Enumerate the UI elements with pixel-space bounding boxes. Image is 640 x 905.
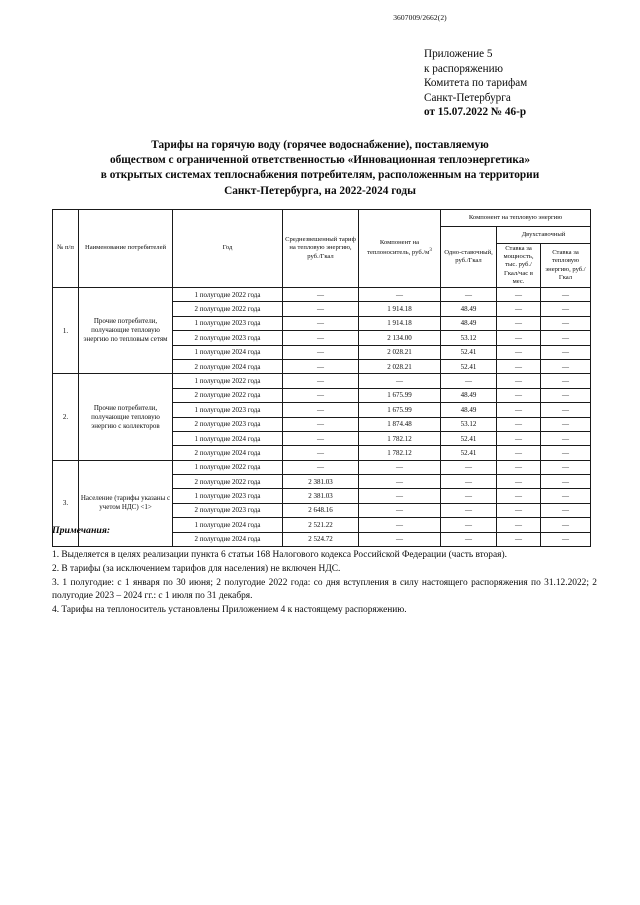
tariffs-table	[52, 209, 591, 547]
cell-group-number: 2.	[53, 374, 79, 460]
th-power-rate: Ставка за мощность, тыс. руб./Гкал/час в мес.	[497, 244, 541, 288]
cell-group-number: 1.	[53, 288, 79, 374]
th-year: Год	[173, 210, 283, 288]
cell-year: 2 полугодие 2023 года	[173, 503, 283, 517]
cell-coolant: —	[359, 288, 441, 302]
cell-power-rate: —	[497, 316, 541, 330]
th-coolant-component-text: Компонент на теплоноситель, руб./м	[367, 239, 430, 257]
cell-year: 1 полугодие 2023 года	[173, 489, 283, 503]
cell-single-rate: 52.41	[441, 345, 497, 359]
cell-single-rate: —	[441, 460, 497, 474]
cell-heat-rate: —	[541, 475, 591, 489]
approval-line-4: Санкт-Петербурга	[424, 91, 511, 104]
cell-group-number: 3.	[53, 460, 79, 546]
cell-heat-rate: —	[541, 403, 591, 417]
title-line-1: Тарифы на горячую воду (горячее водоснабжение), поставляемую	[151, 139, 489, 151]
cell-avg-tariff: 2 521.22	[283, 518, 359, 532]
cell-coolant: 1 914.18	[359, 316, 441, 330]
cell-heat-rate: —	[541, 302, 591, 316]
cell-single-rate: —	[441, 475, 497, 489]
note-item-4: 4. Тарифы на теплоноситель установлены Приложением 4 к настоящему распоряжению.	[52, 604, 407, 615]
cell-avg-tariff: —	[283, 288, 359, 302]
th-single-rate: Одно-ставочный, руб./Гкал	[441, 227, 497, 288]
cell-year: 1 полугодие 2022 года	[173, 288, 283, 302]
document-code: 3607009/2662(2)	[393, 13, 447, 22]
cell-single-rate: 48.49	[441, 302, 497, 316]
cell-single-rate: 53.12	[441, 417, 497, 431]
th-coolant-component-superscript: 3	[429, 248, 432, 254]
cell-year: 2 полугодие 2022 года	[173, 475, 283, 489]
cell-year: 1 полугодие 2024 года	[173, 431, 283, 445]
cell-year: 1 полугодие 2023 года	[173, 403, 283, 417]
cell-year: 1 полугодие 2022 года	[173, 374, 283, 388]
th-consumer-name: Наименование потребителей	[79, 210, 173, 288]
cell-year: 2 полугодие 2023 года	[173, 331, 283, 345]
cell-power-rate: —	[497, 388, 541, 402]
cell-single-rate: —	[441, 489, 497, 503]
cell-coolant: 2 134.00	[359, 331, 441, 345]
cell-power-rate: —	[497, 374, 541, 388]
cell-power-rate: —	[497, 345, 541, 359]
cell-coolant: 1 782.12	[359, 446, 441, 460]
cell-year: 2 полугодие 2024 года	[173, 359, 283, 373]
cell-year: 2 полугодие 2022 года	[173, 388, 283, 402]
cell-coolant: —	[359, 374, 441, 388]
cell-power-rate: —	[497, 359, 541, 373]
approval-line-5: от 15.07.2022 № 46-р	[424, 106, 527, 119]
cell-avg-tariff: —	[283, 446, 359, 460]
cell-heat-rate: —	[541, 359, 591, 373]
approval-line-3: Комитета по тарифам	[424, 77, 528, 90]
cell-avg-tariff: —	[283, 345, 359, 359]
cell-avg-tariff: —	[283, 302, 359, 316]
note-item-2: 2. В тарифы (за исключением тарифов для населения) не включен НДС.	[52, 563, 341, 574]
cell-year: 1 полугодие 2024 года	[173, 345, 283, 359]
cell-power-rate: —	[497, 489, 541, 503]
cell-single-rate: 53.12	[441, 331, 497, 345]
cell-consumer-name: Прочие потребители, получающие тепловую энергию по тепловым сетям	[79, 288, 173, 374]
cell-single-rate: 52.41	[441, 446, 497, 460]
cell-year: 1 полугодие 2023 года	[173, 316, 283, 330]
cell-coolant: 1 914.18	[359, 302, 441, 316]
note-item-3: 3. 1 полугодие: с 1 января по 30 июня; 2 полугодие 2022 года: со дня вступления в силу настоящего распоряжения по 31.12.2022; 2 полугодие 2023 – 2024 гг.: с 1 июля по 31 декабря.	[52, 577, 597, 601]
cell-power-rate: —	[497, 503, 541, 517]
cell-single-rate: —	[441, 518, 497, 532]
cell-coolant: 1 675.99	[359, 388, 441, 402]
cell-heat-rate: —	[541, 374, 591, 388]
cell-heat-rate: —	[541, 288, 591, 302]
cell-avg-tariff: 2 381.03	[283, 475, 359, 489]
cell-consumer-name: Население (тарифы указаны с учетом НДС) <1>	[79, 460, 173, 546]
tariffs-table-wrapper	[52, 209, 590, 547]
cell-coolant: 2 028.21	[359, 345, 441, 359]
table-row	[53, 460, 591, 474]
cell-single-rate: —	[441, 503, 497, 517]
cell-avg-tariff: —	[283, 374, 359, 388]
cell-avg-tariff: —	[283, 316, 359, 330]
title-line-4: Санкт-Петербурга, на 2022-2024 годы	[224, 184, 416, 197]
cell-single-rate: —	[441, 532, 497, 546]
cell-coolant: 1 675.99	[359, 403, 441, 417]
cell-avg-tariff: —	[283, 331, 359, 345]
approval-line-2: к распоряжению	[424, 62, 503, 75]
cell-coolant: 2 028.21	[359, 359, 441, 373]
cell-power-rate: —	[497, 532, 541, 546]
notes-section	[52, 524, 597, 617]
cell-heat-rate: —	[541, 503, 591, 517]
cell-coolant: —	[359, 518, 441, 532]
cell-year: 2 полугодие 2022 года	[173, 302, 283, 316]
cell-coolant: 1 782.12	[359, 431, 441, 445]
title-line-2: обществом с ограниченной ответственностью «Инновационная теплоэнергетика»	[109, 154, 531, 167]
cell-coolant: —	[359, 532, 441, 546]
cell-power-rate: —	[497, 403, 541, 417]
cell-avg-tariff: 2 648.16	[283, 503, 359, 517]
cell-coolant: —	[359, 460, 441, 474]
cell-avg-tariff: —	[283, 460, 359, 474]
cell-heat-rate: —	[541, 316, 591, 330]
cell-single-rate: 48.49	[441, 388, 497, 402]
cell-single-rate: —	[441, 288, 497, 302]
cell-heat-rate: —	[541, 431, 591, 445]
cell-consumer-name: Прочие потребители, получающие тепловую энергию с коллекторов	[79, 374, 173, 460]
cell-power-rate: —	[497, 518, 541, 532]
cell-coolant: —	[359, 475, 441, 489]
note-item-1: 1. Выделяется в целях реализации пункта 6 статьи 168 Налогового кодекса Российской Федерации (часть вторая).	[52, 550, 507, 561]
cell-avg-tariff: 2 381.03	[283, 489, 359, 503]
cell-single-rate: 52.41	[441, 359, 497, 373]
th-heat-energy-component: Компонент на тепловую энергию	[441, 210, 591, 227]
approval-block	[424, 47, 527, 120]
cell-heat-rate: —	[541, 460, 591, 474]
notes-title: Примечания:	[52, 525, 111, 536]
cell-coolant: —	[359, 489, 441, 503]
approval-line-1: Приложение 5	[424, 48, 493, 60]
th-heat-rate: Ставка за тепловую энергию, руб./Гкал	[541, 244, 591, 288]
cell-year: 1 полугодие 2022 года	[173, 460, 283, 474]
cell-single-rate: —	[441, 374, 497, 388]
cell-year: 2 полугодие 2023 года	[173, 417, 283, 431]
cell-coolant: 1 874.48	[359, 417, 441, 431]
table-row	[53, 374, 591, 388]
table-body	[53, 288, 591, 547]
cell-year: 2 полугодие 2024 года	[173, 532, 283, 546]
cell-heat-rate: —	[541, 345, 591, 359]
th-coolant-component	[359, 210, 441, 288]
cell-single-rate: 52.41	[441, 431, 497, 445]
cell-power-rate: —	[497, 331, 541, 345]
cell-power-rate: —	[497, 446, 541, 460]
table-head	[53, 210, 591, 288]
cell-coolant: —	[359, 503, 441, 517]
cell-heat-rate: —	[541, 532, 591, 546]
cell-power-rate: —	[497, 431, 541, 445]
cell-year: 1 полугодие 2024 года	[173, 518, 283, 532]
cell-power-rate: —	[497, 302, 541, 316]
cell-heat-rate: —	[541, 518, 591, 532]
th-two-rate: Двухставочный	[497, 227, 591, 244]
cell-heat-rate: —	[541, 446, 591, 460]
cell-avg-tariff: —	[283, 388, 359, 402]
title-line-3: в открытых системах теплоснабжения потребителям, расположенным на территории	[100, 169, 540, 182]
cell-power-rate: —	[497, 417, 541, 431]
cell-heat-rate: —	[541, 331, 591, 345]
cell-avg-tariff: 2 524.72	[283, 532, 359, 546]
cell-power-rate: —	[497, 460, 541, 474]
cell-avg-tariff: —	[283, 359, 359, 373]
cell-avg-tariff: —	[283, 431, 359, 445]
table-head-row-1	[53, 210, 591, 227]
cell-year: 2 полугодие 2024 года	[173, 446, 283, 460]
cell-avg-tariff: —	[283, 403, 359, 417]
cell-avg-tariff: —	[283, 417, 359, 431]
th-num: № п/п	[53, 210, 79, 288]
cell-heat-rate: —	[541, 489, 591, 503]
page-title	[42, 138, 598, 199]
cell-heat-rate: —	[541, 388, 591, 402]
th-avg-tariff: Среднезвешенный тариф на тепловую энергию, руб./Гкал	[283, 210, 359, 288]
cell-single-rate: 48.49	[441, 403, 497, 417]
cell-heat-rate: —	[541, 417, 591, 431]
cell-power-rate: —	[497, 288, 541, 302]
cell-single-rate: 48.49	[441, 316, 497, 330]
cell-power-rate: —	[497, 475, 541, 489]
table-row	[53, 288, 591, 302]
